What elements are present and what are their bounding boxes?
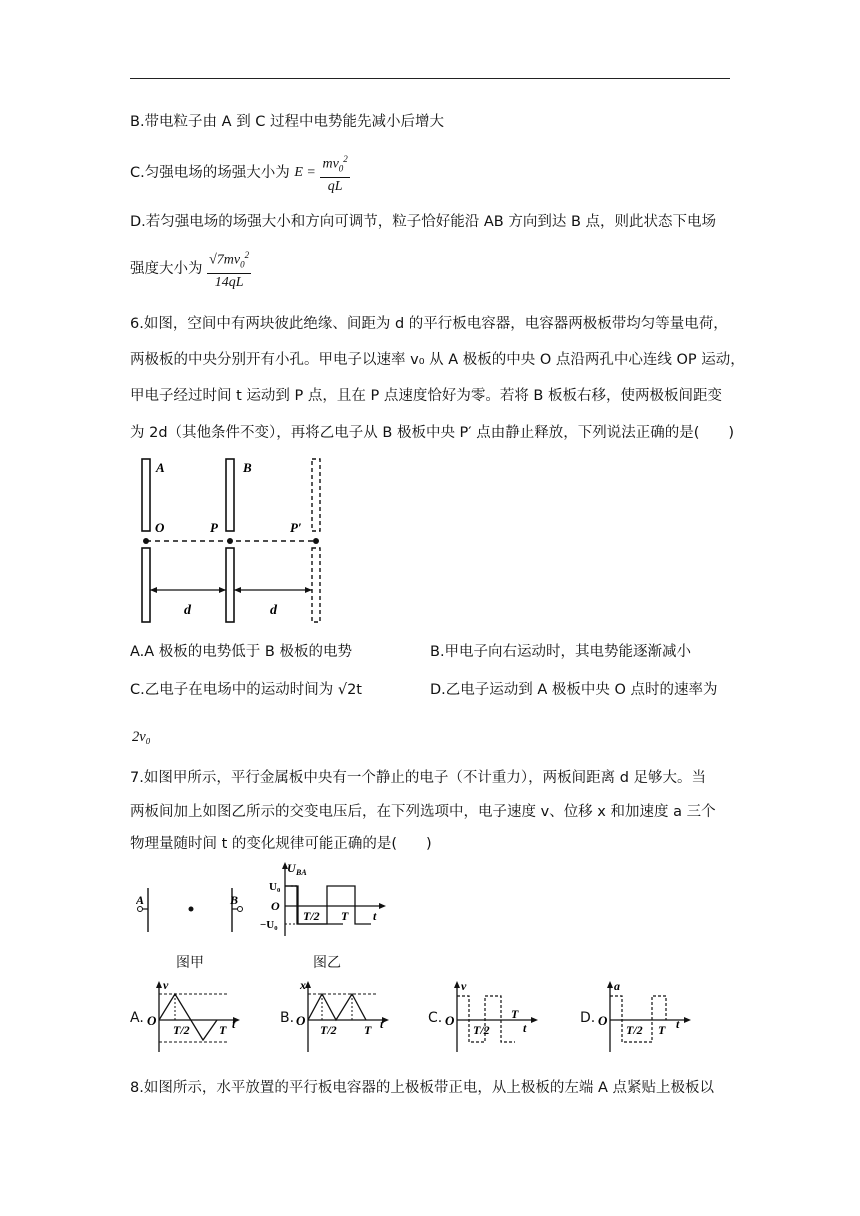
- q6-point-o: [143, 538, 149, 544]
- q5-option-d-line1[interactable]: D.若匀强电场的场强大小和方向可调节，粒子恰好能沿 AB 方向到达 B 点，则此状态下电场: [130, 214, 717, 230]
- q7-caption-yi: 图乙: [313, 955, 341, 971]
- q7-yi-label-time: t: [373, 909, 377, 923]
- q7-a-label-o: O: [147, 1013, 157, 1028]
- q7-b-axis-x: x: [300, 980, 306, 992]
- q7-d-label-o: O: [598, 1013, 608, 1028]
- q6-point-p: [227, 538, 233, 544]
- q5-option-c-fraction: E =: [294, 165, 316, 181]
- q7-option-a-graph[interactable]: [145, 980, 245, 1055]
- q6-label-pprime: P′: [290, 520, 302, 535]
- q7-d-label-time: t: [676, 1017, 680, 1031]
- q7-c-label-o: O: [445, 1013, 455, 1028]
- q7-stem-line3: 物理量随时间 t 的变化规律可能正确的是( ): [130, 836, 432, 852]
- q6-label-b: B: [243, 460, 252, 475]
- q7-c-label-t: T: [511, 1007, 519, 1021]
- q7-d-label-t2: T/2: [626, 1023, 643, 1037]
- q7-option-c-label[interactable]: C.: [428, 1010, 443, 1026]
- q7-yi-label-negu0: −U₀: [260, 919, 278, 931]
- q7-option-a-label[interactable]: A.: [130, 1010, 144, 1026]
- q7-figure-jia: [136, 880, 246, 940]
- q7-yi-label-u-sub: BA: [296, 868, 307, 877]
- q6-plate-a-bottom: [142, 548, 150, 622]
- q6-point-pprime: [313, 538, 319, 544]
- q6-option-d-cont: 2v₀: [132, 729, 151, 745]
- q7-option-d-label[interactable]: D.: [580, 1010, 596, 1026]
- q7-jia-label-a: A: [136, 893, 145, 907]
- q7-option-c-graph[interactable]: [443, 980, 543, 1055]
- q7-yi-label-t2: T/2: [303, 909, 320, 923]
- q6-label-o: O: [155, 520, 165, 535]
- q6-plate-shifted-bottom: [312, 548, 320, 622]
- q5-option-c[interactable]: [130, 151, 350, 195]
- q7-yi-label-o: O: [271, 899, 280, 913]
- q7-yi-label-u: U: [287, 861, 296, 875]
- q7-option-b-graph[interactable]: [294, 980, 394, 1055]
- q7-d-label-t: T: [658, 1023, 666, 1037]
- q7-a-label-time: t: [232, 1017, 236, 1031]
- q6-option-d[interactable]: D.乙电子运动到 A 极板中央 O 点时的速率为: [430, 682, 718, 698]
- q6-option-b[interactable]: B.甲电子向右运动时，其电势能逐渐减小: [430, 644, 692, 660]
- q6-plate-shifted-top: [312, 459, 320, 531]
- q7-stem-line2: 两板间加上如图乙所示的交变电压后，在下列选项中，电子速度 v、位移 x 和加速度 a 三个: [130, 804, 716, 820]
- q7-yi-label-u0: U₀: [269, 881, 281, 893]
- q7-a-axis-v: v: [163, 980, 169, 992]
- q7-option-d-graph[interactable]: [596, 980, 696, 1055]
- q7-jia-label-b: B: [230, 893, 239, 907]
- q7-electron-dot: [189, 907, 194, 912]
- q6-plate-a-top: [142, 459, 150, 531]
- q7-b-label-t: T: [364, 1023, 372, 1037]
- q6-capacitor-figure: [130, 456, 340, 628]
- q6-label-d2: d: [270, 603, 277, 618]
- header-rule: [130, 78, 730, 79]
- q6-stem-line1: 6.如图，空间中有两块彼此绝缘、间距为 d 的平行板电容器，电容器两极板带均匀等量电荷，: [130, 316, 728, 332]
- q6-plate-b-bottom: [226, 548, 234, 622]
- q7-c-axis-v: v: [461, 980, 467, 993]
- q5-option-d-prefix: 强度大小为: [130, 261, 203, 277]
- q5-option-b[interactable]: B.带电粒子由 A 到 C 过程中电势能先减小后增大: [130, 114, 445, 130]
- q7-figure-yi: [255, 860, 390, 942]
- q6-label-a: A: [156, 460, 165, 475]
- q8-stem-line1: 8.如图所示，水平放置的平行板电容器的上极板带正电，从上极板的左端 A 点紧贴上极板以: [130, 1080, 714, 1096]
- q7-b-label-t2: T/2: [320, 1023, 337, 1037]
- q7-stem-line1: 7.如图甲所示，平行金属板中央有一个静止的电子（不计重力），两板间距离 d 足够大。当: [130, 770, 707, 786]
- q7-c-label-time: t: [523, 1021, 527, 1035]
- q6-stem-line4: 为 2d（其他条件不变），再将乙电子从 B 极板中央 P′ 点由静止释放，下列说法正确的是( ): [130, 425, 735, 441]
- q6-plate-b-top: [226, 459, 234, 531]
- q7-yi-label-t: T: [341, 909, 349, 923]
- q6-option-c[interactable]: C.乙电子在电场中的运动时间为 √2t: [130, 682, 362, 698]
- q7-a-label-t: T: [219, 1023, 227, 1037]
- q6-label-d1: d: [184, 603, 191, 618]
- q6-stem-line3: 甲电子经过时间 t 运动到 P 点，且在 P 点速度恰好为零。若将 B 板板右移，使两极板间距变: [130, 388, 722, 404]
- q7-a-label-t2: T/2: [173, 1023, 190, 1037]
- q7-d-axis-a: a: [614, 980, 620, 993]
- q7-caption-jia: 图甲: [176, 955, 204, 971]
- q7-option-b-label[interactable]: B.: [280, 1010, 295, 1026]
- q7-b-label-o: O: [296, 1013, 306, 1028]
- q5-option-c-fraction-box: $\frac{mv_0^2}{qL}$: [320, 151, 349, 195]
- q7-c-label-t2: T/2: [473, 1023, 490, 1037]
- q5-option-c-prefix: C.匀强电场的场强大小为: [130, 165, 290, 182]
- q5-option-d-line2[interactable]: [130, 246, 251, 292]
- q6-option-a[interactable]: A.A 极板的电势低于 B 极板的电势: [130, 644, 352, 660]
- q5-option-d-fraction: $\frac{√7mv_0^2}{14qL}$: [207, 247, 251, 291]
- q6-stem-line2: 两极板的中央分别开有小孔。甲电子以速率 v₀ 从 A 极板的中央 O 点沿两孔中心连线 OP 运动，: [130, 352, 745, 368]
- q7-b-label-time: t: [380, 1017, 384, 1031]
- q6-label-p: P: [210, 520, 218, 535]
